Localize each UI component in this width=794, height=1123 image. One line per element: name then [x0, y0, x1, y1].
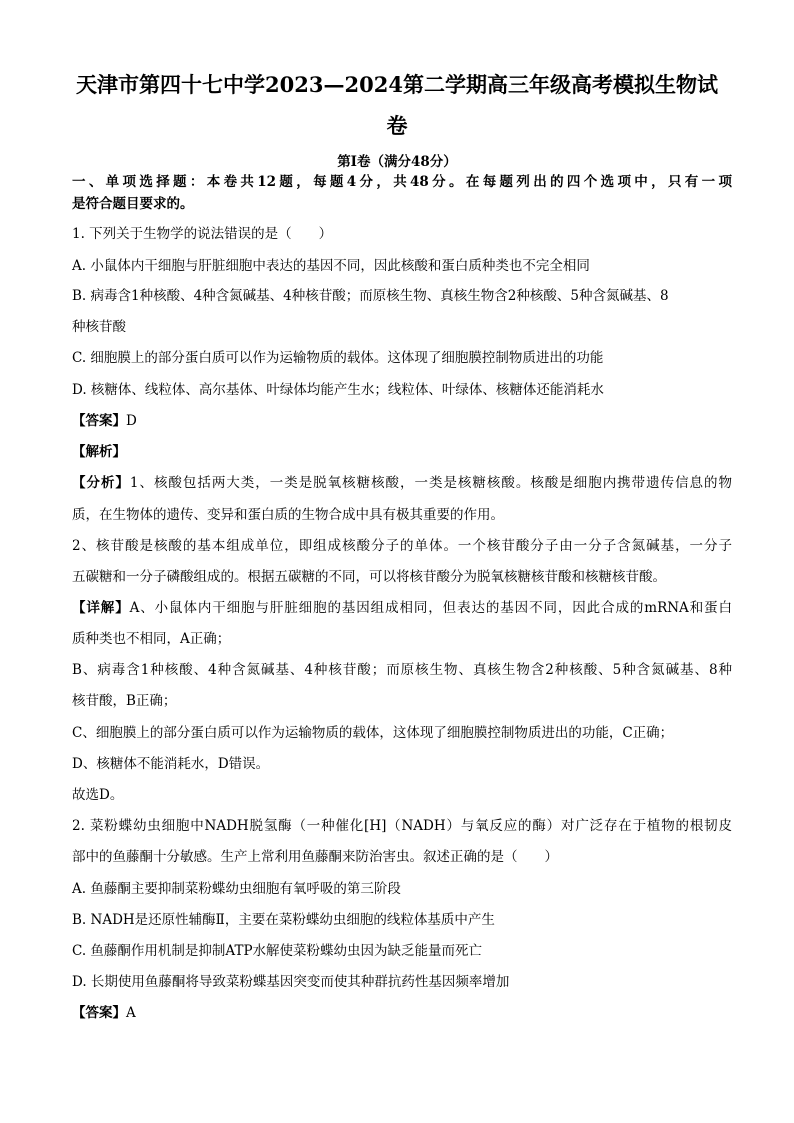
q1-analysis-tag: [72, 446, 732, 460]
q1-answer: [72, 415, 732, 429]
q1-option-b-continued: 种核苷酸: [72, 319, 126, 335]
exam-title: 天津市第四十七中学2023—2024第二学期高三年级高考模拟生物试: [76, 72, 718, 97]
xiangjie-tag: 【详解】: [72, 600, 130, 616]
q1-xiangjie-line-4: 核苷酸，B正确；: [72, 693, 177, 709]
q2-answer: [72, 1007, 732, 1021]
answer-tag: 【答案】: [72, 1005, 126, 1021]
answer-value: D: [126, 413, 137, 429]
q2-option-c: C. 鱼藤酮作用机制是抑制ATP水解使菜粉蝶幼虫因为缺乏能量而死亡: [72, 943, 483, 959]
q1-fenxi-line-1: [72, 477, 732, 491]
q1-xiangjie-line-7: 故选D。: [72, 787, 124, 803]
instructions-line-1: 一、单项选择题：本卷共12题，每题4分，共48分。在每题列出的四个选项中，只有一项: [72, 174, 732, 190]
answer-value: A: [126, 1005, 136, 1021]
fenxi-text-1: 1、核酸包括两大类，一类是脱氧核糖核酸，一类是核糖核酸。核酸是细胞内携带遗传信息的物: [129, 475, 732, 491]
q1-stem: 1. 下列关于生物学的说法错误的是（ ）: [72, 226, 333, 242]
q1-option-c: C. 细胞膜上的部分蛋白质可以作为运输物质的载体。这体现了细胞膜控制物质进出的功能: [72, 350, 604, 366]
section-heading: 第I卷（满分48分）: [337, 154, 457, 170]
q1-xiangjie-line-6: D、核糖体不能消耗水，D错误。: [72, 756, 270, 772]
q1-option-d: D. 核糖体、线粒体、高尔基体、叶绿体均能产生水；线粒体、叶绿体、核糖体还能消耗水: [72, 382, 604, 398]
q1-fenxi-line-4: 五碳糖和一分子磷酸组成的。根据五碳糖的不同，可以将核苷酸分为脱氧核糖核苷酸和核糖核苷酸。: [72, 569, 666, 585]
q2-option-b: B. NADH是还原性辅酶Ⅱ，主要在菜粉蝶幼虫细胞的线粒体基质中产生: [72, 912, 495, 928]
q1-xiangjie-line-5: C、细胞膜上的部分蛋白质可以作为运输物质的载体，这体现了细胞膜控制物质进出的功能，C正确；: [72, 725, 674, 741]
fenxi-tag: 【分析】: [72, 475, 130, 491]
q2-option-d: D. 长期使用鱼藤酮将导致菜粉蝶基因突变而使其种群抗药性基因频率增加: [72, 974, 510, 990]
q1-option-a: A. 小鼠体内干细胞与肝脏细胞中表达的基因不同，因此核酸和蛋白质种类也不完全相同: [72, 258, 590, 274]
q1-xiangjie-line-1: [72, 602, 732, 616]
instructions-line-2: 是符合题目要求的。: [72, 196, 194, 212]
q1-option-b: B. 病毒含1种核酸、4种含氮碱基、4种核苷酸；而原核生物、真核生物含2种核酸、5种含氮碱基、8: [72, 288, 669, 304]
q2-option-a: A. 鱼藤酮主要抑制菜粉蝶幼虫细胞有氧呼吸的第三阶段: [72, 881, 401, 897]
xiangjie-text-1: A、小鼠体内干细胞与肝脏细胞的基因组成相同，但表达的基因不同，因此合成的mRNA和蛋白: [129, 600, 733, 616]
answer-tag: 【答案】: [72, 413, 126, 429]
q1-xiangjie-line-2: 质种类也不相同，A正确；: [72, 631, 231, 647]
q1-xiangjie-line-3: B、病毒含1种核酸、4种含氮碱基、4种核苷酸；而原核生物、真核生物含2种核酸、5种含氮碱基、8种: [72, 662, 732, 678]
q1-fenxi-line-3: 2、核苷酸是核酸的基本组成单位，即组成核酸分子的单体。一个核苷酸分子由一分子含氮碱基，一分子: [72, 538, 732, 554]
q2-stem-line-1: 2. 菜粉蝶幼虫细胞中NADH脱氢酶（一种催化[H]（NADH）与氧反应的酶）对广泛存在于植物的根韧皮: [72, 818, 732, 834]
q1-fenxi-line-2: 质，在生物体的遗传、变异和蛋白质的生物合成中具有极其重要的作用。: [72, 507, 504, 523]
exam-title-continued: 卷: [386, 113, 408, 138]
q2-stem-line-2: 部中的鱼藤酮十分敏感。生产上常利用鱼藤酮来防治害虫。叙述正确的是（ ）: [72, 849, 558, 865]
analysis-tag: 【解析】: [72, 444, 126, 460]
